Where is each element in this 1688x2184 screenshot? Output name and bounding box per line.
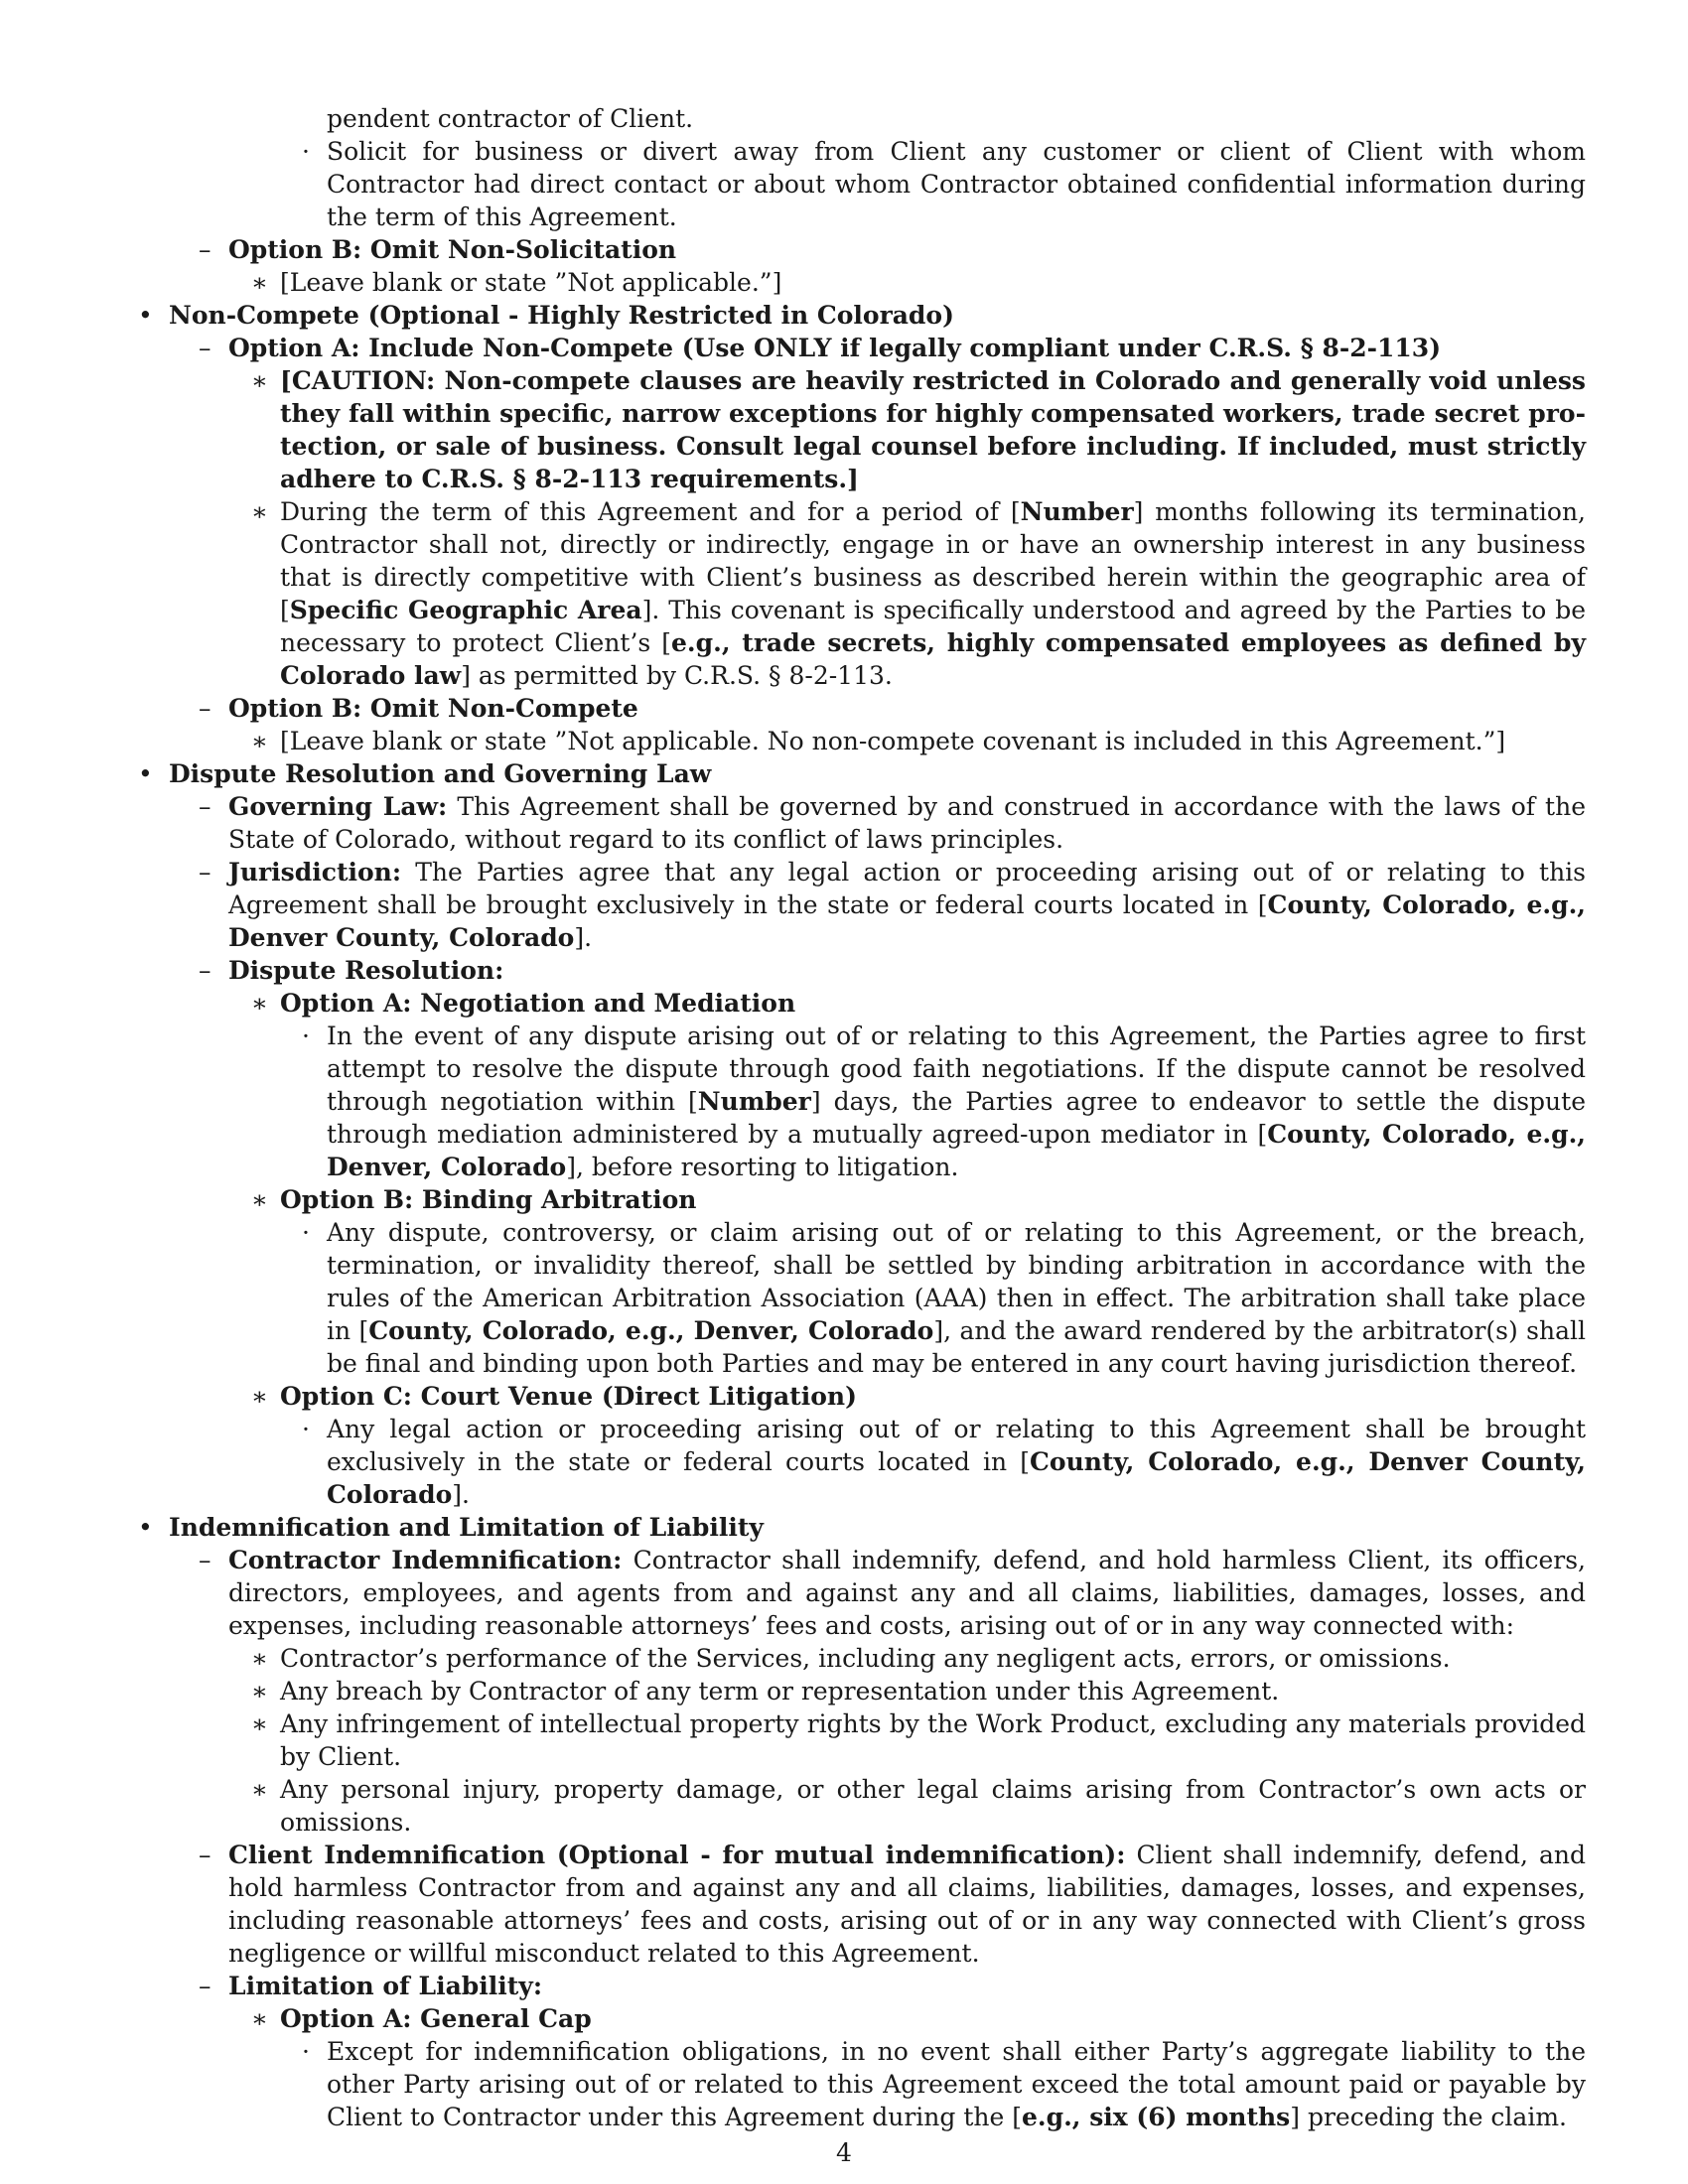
bold-text: Option C: Court Venue (Direct Litigation) <box>280 1382 857 1411</box>
bold-text: Jurisdiction: <box>228 858 402 887</box>
asterisk-marker: ∗ <box>251 1644 268 1673</box>
list-item-level-2 <box>199 856 1587 954</box>
list-item-level-3 <box>251 1183 1586 1216</box>
text-run: ]. This covenant is specifically understood and agreed by the Parties to be necessary to protect Client’s [ <box>280 596 1587 657</box>
asterisk-marker: ∗ <box>251 1677 268 1706</box>
dash-marker: – <box>199 694 211 723</box>
text-run: ] preceding the claim. <box>1290 2103 1567 2131</box>
text-run: ] as permitted by C.R.S. § 8-2-113. <box>461 661 893 690</box>
bold-text: Dispute Resolution: <box>228 956 504 985</box>
list-item-level-2 <box>199 692 1586 725</box>
list-item-level-3 <box>251 495 1587 692</box>
bold-text: County, Colorado, e.g., Denver, Colorado <box>327 1120 1586 1181</box>
bold-text: Option A: Include Non-Compete (Use ONLY if legally compliant under C.R.S. § 8-2-113) <box>228 334 1442 362</box>
list-item-level-4 <box>302 1413 1586 1511</box>
dot-marker: · <box>302 137 310 166</box>
list-item-level-3 <box>251 725 1586 757</box>
dash-marker: – <box>199 334 211 362</box>
list-item-level-3 <box>251 987 1586 1020</box>
dash-marker: – <box>199 792 211 821</box>
list-item-level-3 <box>251 266 1586 299</box>
asterisk-marker: ∗ <box>251 268 268 297</box>
dash-marker: – <box>199 235 211 264</box>
text-run: Any infringement of intellectual property rights by the Work Product, excluding any materials provided by Client. <box>280 1709 1586 1771</box>
bold-text: Option B: Omit Non-Compete <box>228 694 638 723</box>
bold-text: Number <box>697 1087 811 1116</box>
text-run: In the event of any dispute arising out of or relating to this Agreement, the Parties agree to first attempt to resolve the dispute through good faith negotiations. If the dispute cannot be resolved through negotiation within [ <box>327 1022 1586 1116</box>
text-run: During the term of this Agreement and for a period of [ <box>280 497 1021 526</box>
bold-text: Option B: Binding Arbitration <box>280 1185 697 1214</box>
asterisk-marker: ∗ <box>251 2004 268 2033</box>
asterisk-marker: ∗ <box>251 1775 268 1804</box>
list-item-level-2 <box>199 233 1586 266</box>
dash-marker: – <box>199 1841 211 1869</box>
bold-text: Option A: Negotiation and Mediation <box>280 989 796 1018</box>
list-item-level-2 <box>199 954 1586 987</box>
bullet-marker: • <box>138 759 153 788</box>
text-run: Except for indemnification obligations, in no event shall either Party’s aggregate liability to the other Party arising out of or related to this Agreement exceed the total amount paid or payable by Client to Contractor under this Agreement during the [ <box>327 2037 1586 2131</box>
list-item-level-1 <box>138 757 1586 790</box>
text-run: Any personal injury, property damage, or other legal claims arising from Contractor’s own acts or omissions. <box>280 1775 1586 1837</box>
list-item-level-2 <box>199 332 1586 364</box>
text-run: ] days, the Parties agree to endeavor to settle the dispute through mediation administered by a mutually agreed-upon mediator in [ <box>327 1087 1586 1149</box>
list-item-level-4 <box>327 102 1586 135</box>
bold-text: Indemnification and Limitation of Liability <box>169 1513 764 1542</box>
bold-text: Contractor Indemnification: <box>228 1546 623 1574</box>
bold-text: e.g., trade secrets, highly compensated employees as defined by Colorado law <box>280 628 1587 690</box>
bold-text: Governing Law: <box>228 792 448 821</box>
asterisk-marker: ∗ <box>251 1709 268 1738</box>
bold-text: Dispute Resolution and Governing Law <box>169 759 712 788</box>
dot-marker: · <box>302 1218 310 1247</box>
text-run: pendent contractor of Client. <box>327 104 694 133</box>
text-run: Any legal action or proceeding arising out of or relating to this Agreement shall be brought exclusively in the state or federal courts located in [ <box>327 1415 1586 1476</box>
list-item-level-2 <box>199 1839 1587 1970</box>
dot-marker: · <box>302 1415 310 1443</box>
list-item-level-2 <box>199 1970 1586 2002</box>
text-run: Contractor shall indemnify, defend, and hold harmless Client, its officers, directors, employees, and agents from and against any and all claims, liabilities, damages, losses, and expenses, including reasonable attorneys’ fees and costs, arising out of or in any way connected with: <box>228 1546 1586 1640</box>
dash-marker: – <box>199 956 211 985</box>
bold-text: Limitation of Liability: <box>228 1972 543 2000</box>
text-run: Solicit for business or divert away from Client any customer or client of Client with whom Contractor had direct contact or about whom Contractor obtained confidential information during the term of this Agreement. <box>327 137 1586 231</box>
bold-text: Specific Geographic Area <box>289 596 642 624</box>
list-item-level-3 <box>251 1707 1586 1773</box>
bullet-marker: • <box>138 1513 153 1542</box>
bold-text: e.g., six (6) months <box>1022 2103 1291 2131</box>
bold-text: [CAUTION: Non-compete clauses are heavily restricted in Colorado and generally void unless they fall within specific, narrow exceptions for highly compensated workers, trade secret protection, or sale of business. Consult legal counsel before including. If included, must strictly adhere to C.R.S. § 8-2-113 requirements.] <box>280 366 1586 493</box>
text-run: This Agreement shall be governed by and construed in accordance with the laws of the State of Colorado, without regard to its conflict of laws principles. <box>228 792 1586 854</box>
asterisk-marker: ∗ <box>251 497 268 526</box>
dash-marker: – <box>199 1546 211 1574</box>
text-run: ] months following its termination, Contractor shall not, directly or indirectly, engage in or have an ownership interest in any business that is directly competitive with Client’s business as described herein within the geographic area of [ <box>280 497 1587 624</box>
text-run: ], before resorting to litigation. <box>566 1153 959 1181</box>
dot-marker: · <box>302 1022 310 1050</box>
asterisk-marker: ∗ <box>251 1382 268 1411</box>
list-item-level-4 <box>302 135 1586 233</box>
list-item-level-3 <box>251 1675 1586 1707</box>
bold-text: Option B: Omit Non-Solicitation <box>228 235 677 264</box>
list-item-level-3 <box>251 1773 1586 1839</box>
bold-text: Client Indemnification (Optional - for mutual indemnification): <box>228 1841 1126 1869</box>
bold-text: County, Colorado, e.g., Denver, Colorado <box>368 1316 934 1345</box>
list-item-level-1 <box>138 1511 1586 1544</box>
text-run: ]. <box>574 923 593 952</box>
bold-text: Number <box>1020 497 1134 526</box>
asterisk-marker: ∗ <box>251 989 268 1018</box>
list-item-level-4 <box>302 1020 1586 1183</box>
dash-marker: – <box>199 1972 211 2000</box>
asterisk-marker: ∗ <box>251 727 268 755</box>
text-run: [Leave blank or state ”Not applicable. No non-compete covenant is included in this Agreement.”] <box>280 727 1506 755</box>
bold-text: County, Colorado, e.g., Denver County, Colorado <box>327 1447 1586 1509</box>
dash-marker: – <box>199 858 211 887</box>
bullet-marker: • <box>138 301 153 330</box>
bold-text: Non-Compete (Optional - Highly Restricted in Colorado) <box>169 301 954 330</box>
list-item-level-2 <box>199 1544 1586 1642</box>
list-item-level-3 <box>251 1380 1586 1413</box>
page-number: 4 <box>836 2138 852 2167</box>
dot-marker: · <box>302 2037 310 2066</box>
bold-text: County, Colorado, e.g., Denver County, Colorado <box>228 890 1587 952</box>
bold-text: Option A: General Cap <box>280 2004 592 2033</box>
list-item-level-3 <box>251 364 1586 495</box>
asterisk-marker: ∗ <box>251 1185 268 1214</box>
text-run: The Parties agree that any legal action or proceeding arising out of or relating to this Agreement shall be brought exclusively in the state or federal courts located in [ <box>228 858 1586 919</box>
list-item-level-3 <box>251 1642 1586 1675</box>
text-run: Contractor’s performance of the Services, including any negligent acts, errors, or omissions. <box>280 1644 1451 1673</box>
text-run: Any breach by Contractor of any term or representation under this Agreement. <box>280 1677 1280 1706</box>
list-item-level-4 <box>302 1216 1586 1380</box>
text-run: Any dispute, controversy, or claim arising out of or relating to this Agreement, or the breach, termination, or invalidity thereof, shall be settled by binding arbitration in accordance with the rules of the American Arbitration Association (AAA) then in effect. The arbitration shall take place in [ <box>327 1218 1586 1345</box>
list-item-level-3 <box>251 2002 1586 2035</box>
text-run: ], and the award rendered by the arbitrator(s) shall be final and binding upon both Parties and may be entered in any court having jurisdiction thereof. <box>327 1316 1586 1378</box>
document-body <box>0 102 1688 2133</box>
text-run: [Leave blank or state ”Not applicable.”] <box>280 268 782 297</box>
text-run: ]. <box>452 1480 470 1509</box>
list-item-level-2 <box>199 790 1586 856</box>
text-run: Client shall indemnify, defend, and hold harmless Contractor from and against any and all claims, liabilities, damages, losses, and expenses, including reasonable attorneys’ fees and costs, arising out of or in any way connected with Client’s gross negligence or willful misconduct related to this Agreement. <box>228 1841 1587 1968</box>
asterisk-marker: ∗ <box>251 366 268 395</box>
list-item-level-4 <box>302 2035 1586 2133</box>
list-item-level-1 <box>138 299 1586 332</box>
